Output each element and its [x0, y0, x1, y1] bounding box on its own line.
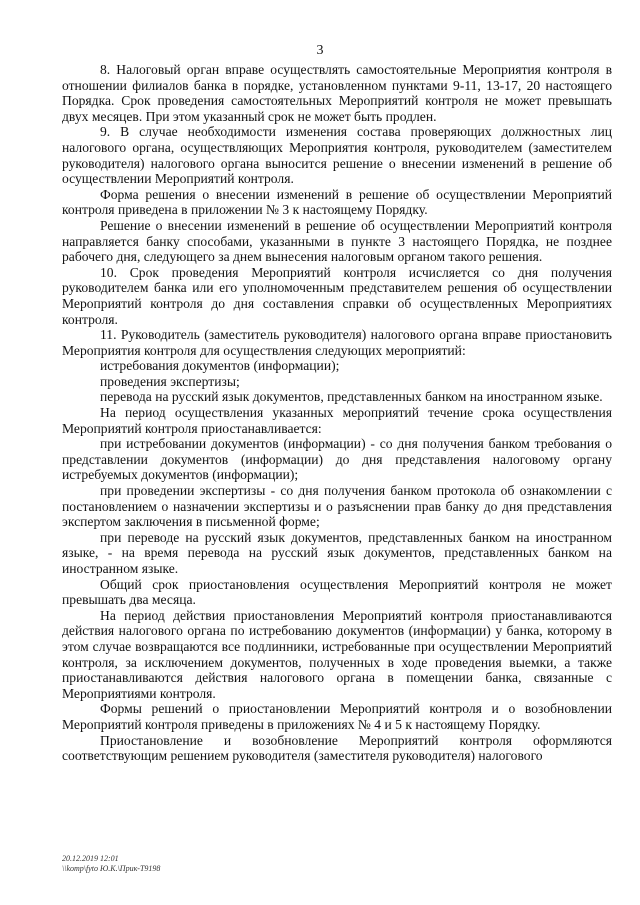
- paragraph-11: 11. Руководитель (заместитель руководителя) налогового органа вправе приостановить Мероприятия контроля для осуществления следующих мероприятий:: [62, 327, 612, 358]
- paragraph-form-reference: Форма решения о внесении изменений в решение об осуществлении Мероприятий контроля приведена в приложении № 3 к настоящему Порядку.: [62, 186, 612, 218]
- paragraph-suspension-translation: при переводе на русский язык документов, представленных банком на иностранном языке, - на время перевода на русский язык документов, представленных банком на иностранном языке.: [62, 529, 612, 576]
- paragraph-suspension-effects: На период действия приостановления Мероприятий контроля приостанавливаются действия налогового органа по истребованию документов (информации) у банка, которому в этом случае возвращаются все подлинники, истребованные при осуществлении Мероприятий контроля, за исключением документов, полученных в ходе проведения выемки, а также приостанавливаются действия налогового органа в помещении банка, связанные с Мероприятиями контроля.: [62, 607, 612, 701]
- paragraph-forms-4-5: Формы решений о приостановлении Мероприятий контроля и о возобновлении Мероприятий контроля приведены в приложениях № 4 и 5 к настоящему Порядку.: [62, 701, 612, 732]
- paragraph-suspension-documents: при истребовании документов (информации) - со дня получения банком требования о представлении документов (информации) до дня представления налоговому органу истребуемых документов (информации);: [62, 436, 612, 483]
- paragraph-9: 9. В случае необходимости изменения состава проверяющих должностных лиц налогового органа, осуществляющих Мероприятия контроля, руководителем (заместителем руководителя) налогового органа выносится решение о внесении изменений в решение об осуществлении Мероприятий контроля.: [62, 124, 612, 187]
- paragraph-resumption: Приостановление и возобновление Мероприятий контроля оформляются соответствующим решением руководителя (заместителя руководителя) налогового: [62, 732, 612, 764]
- paragraph-suspension-period: На период осуществления указанных мероприятий течение срока осуществления Мероприятий контроля приостанавливается:: [62, 405, 612, 436]
- footer-file-path: \\komp\fyto Ю.К.\Прик-Т9198: [62, 864, 161, 873]
- paragraph-8: 8. Налоговый орган вправе осуществлять самостоятельные Мероприятия контроля в отношении филиалов банка в порядке, установленном пунктами 9-11, 13-17, 20 настоящего Порядка. Срок проведения самостоятельных Мероприятий контроля не может превышать двух месяцев. При этом указанный срок не может быть продлен.: [62, 62, 612, 124]
- paragraph-total-suspension: Общий срок приостановления осуществления Мероприятий контроля не может превышать два месяца.: [62, 576, 612, 608]
- list-item-expertise: проведения экспертизы;: [100, 373, 240, 389]
- footer-stamp: [62, 854, 160, 874]
- document-body: [62, 62, 612, 764]
- paragraph-decision-delivery: Решение о внесении изменений в решение об осуществлении Мероприятий контроля направляется банку способами, указанными в пункте 3 настоящего Порядка, не позднее рабочего дня, следующего за днем вынесения налоговым органом такого решения.: [62, 217, 612, 265]
- list-item-translation: перевода на русский язык документов, представленных банком на иностранном языке.: [100, 389, 603, 405]
- page-number: 3: [316, 43, 324, 58]
- footer-date: 20.12.2019 12:01: [62, 854, 119, 863]
- paragraph-suspension-expertise: при проведении экспертизы - со дня получения банком протокола об ознакомлении с постановлением о назначении экспертизы и о разъяснении прав банку до дня представления экспертом заключения в письменной форме;: [62, 483, 612, 530]
- paragraph-10: 10. Срок проведения Мероприятий контроля исчисляется со дня получения руководителем банка или его уполномоченным представителем решения об осуществлении Мероприятий контроля до дня составления справки об осуществленных Мероприятиях контроля.: [62, 264, 612, 327]
- list-item-documents-request: истребования документов (информации);: [100, 358, 340, 374]
